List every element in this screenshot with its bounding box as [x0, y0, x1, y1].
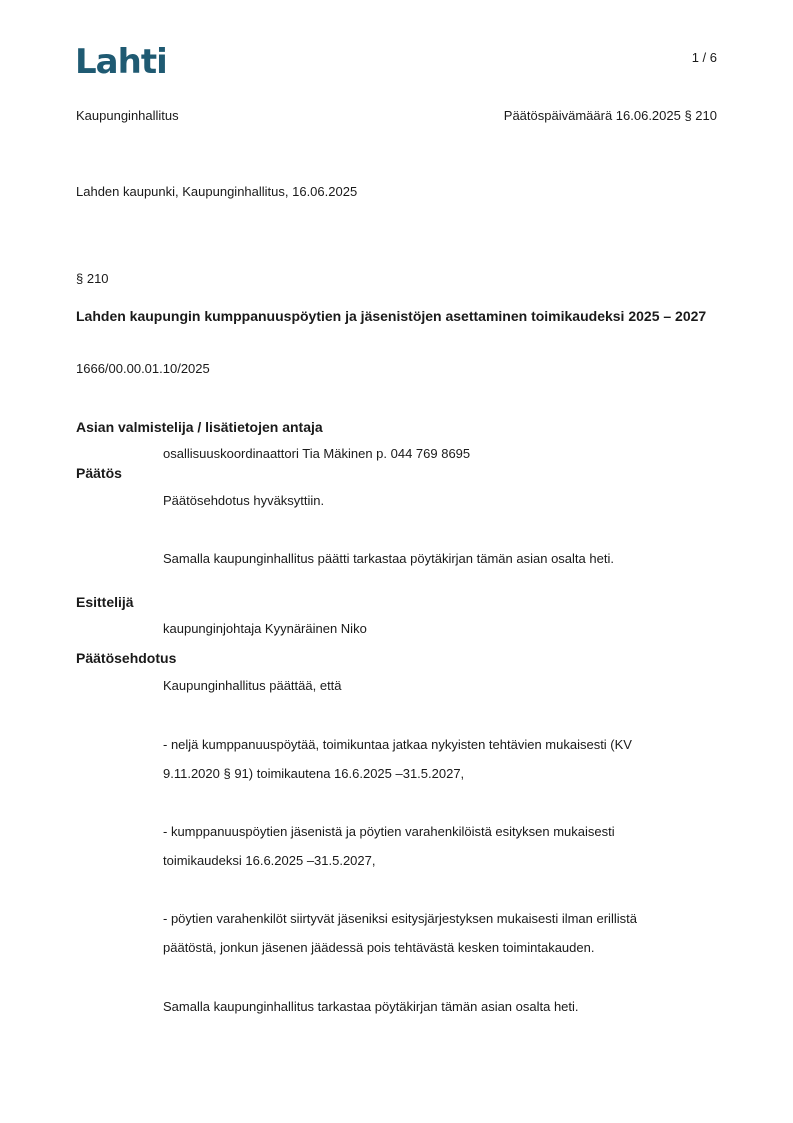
proposal-intro: Kaupunginhallitus päättää, että: [163, 678, 342, 693]
decision-date: Päätöspäivämäärä 16.06.2025 § 210: [503, 108, 717, 123]
proposal-heading: Päätösehdotus: [76, 650, 177, 666]
preparer-heading: Asian valmistelija / lisätietojen antaja: [76, 419, 323, 435]
proposal-item: - kumppanuuspöytien jäsenistä ja pöytien varahenkilöistä esityksen mukaisesti: [163, 824, 615, 839]
decision-heading: Päätös: [76, 465, 122, 481]
presenter-heading: Esittelijä: [76, 594, 134, 610]
document-title: Lahden kaupungin kumppanuuspöytien ja jäsenistöjen asettaminen toimikaudeksi 2025 – 2027: [76, 308, 707, 324]
decision-text: Päätösehdotus hyväksyttiin.: [163, 493, 325, 508]
section-number: § 210: [76, 271, 109, 286]
page-number: 1 / 6: [691, 50, 717, 65]
decision-text: Samalla kaupunginhallitus päätti tarkastaa pöytäkirjan tämän asian osalta heti.: [163, 551, 614, 566]
proposal-final: Samalla kaupunginhallitus tarkastaa pöytäkirjan tämän asian osalta heti.: [163, 999, 579, 1014]
proposal-item: 9.11.2020 § 91) toimikautena 16.6.2025 –31.5.2027,: [163, 766, 465, 781]
presenter-text: kaupunginjohtaja Kyynäräinen Niko: [163, 621, 367, 636]
document-number: 1666/00.00.01.10/2025: [76, 361, 210, 376]
proposal-item: päätöstä, jonkun jäsenen jäädessä pois tehtävästä kesken toimintakauden.: [163, 940, 595, 955]
department-name: Kaupunginhallitus: [76, 108, 179, 123]
proposal-item: - neljä kumppanuuspöytää, toimikuntaa jatkaa nykyisten tehtävien mukaisesti (KV: [163, 737, 632, 752]
lahti-logo: Lahti: [75, 42, 167, 82]
preparer-text: osallisuuskoordinaattori Tia Mäkinen p. 044 769 8695: [163, 446, 471, 461]
proposal-item: toimikaudeksi 16.6.2025 –31.5.2027,: [163, 853, 376, 868]
proposal-item: - pöytien varahenkilöt siirtyvät jäseniksi esitysjärjestyksen mukaisesti ilman erillistä: [163, 911, 637, 926]
meeting-info: Lahden kaupunki, Kaupunginhallitus, 16.06.2025: [76, 184, 358, 199]
